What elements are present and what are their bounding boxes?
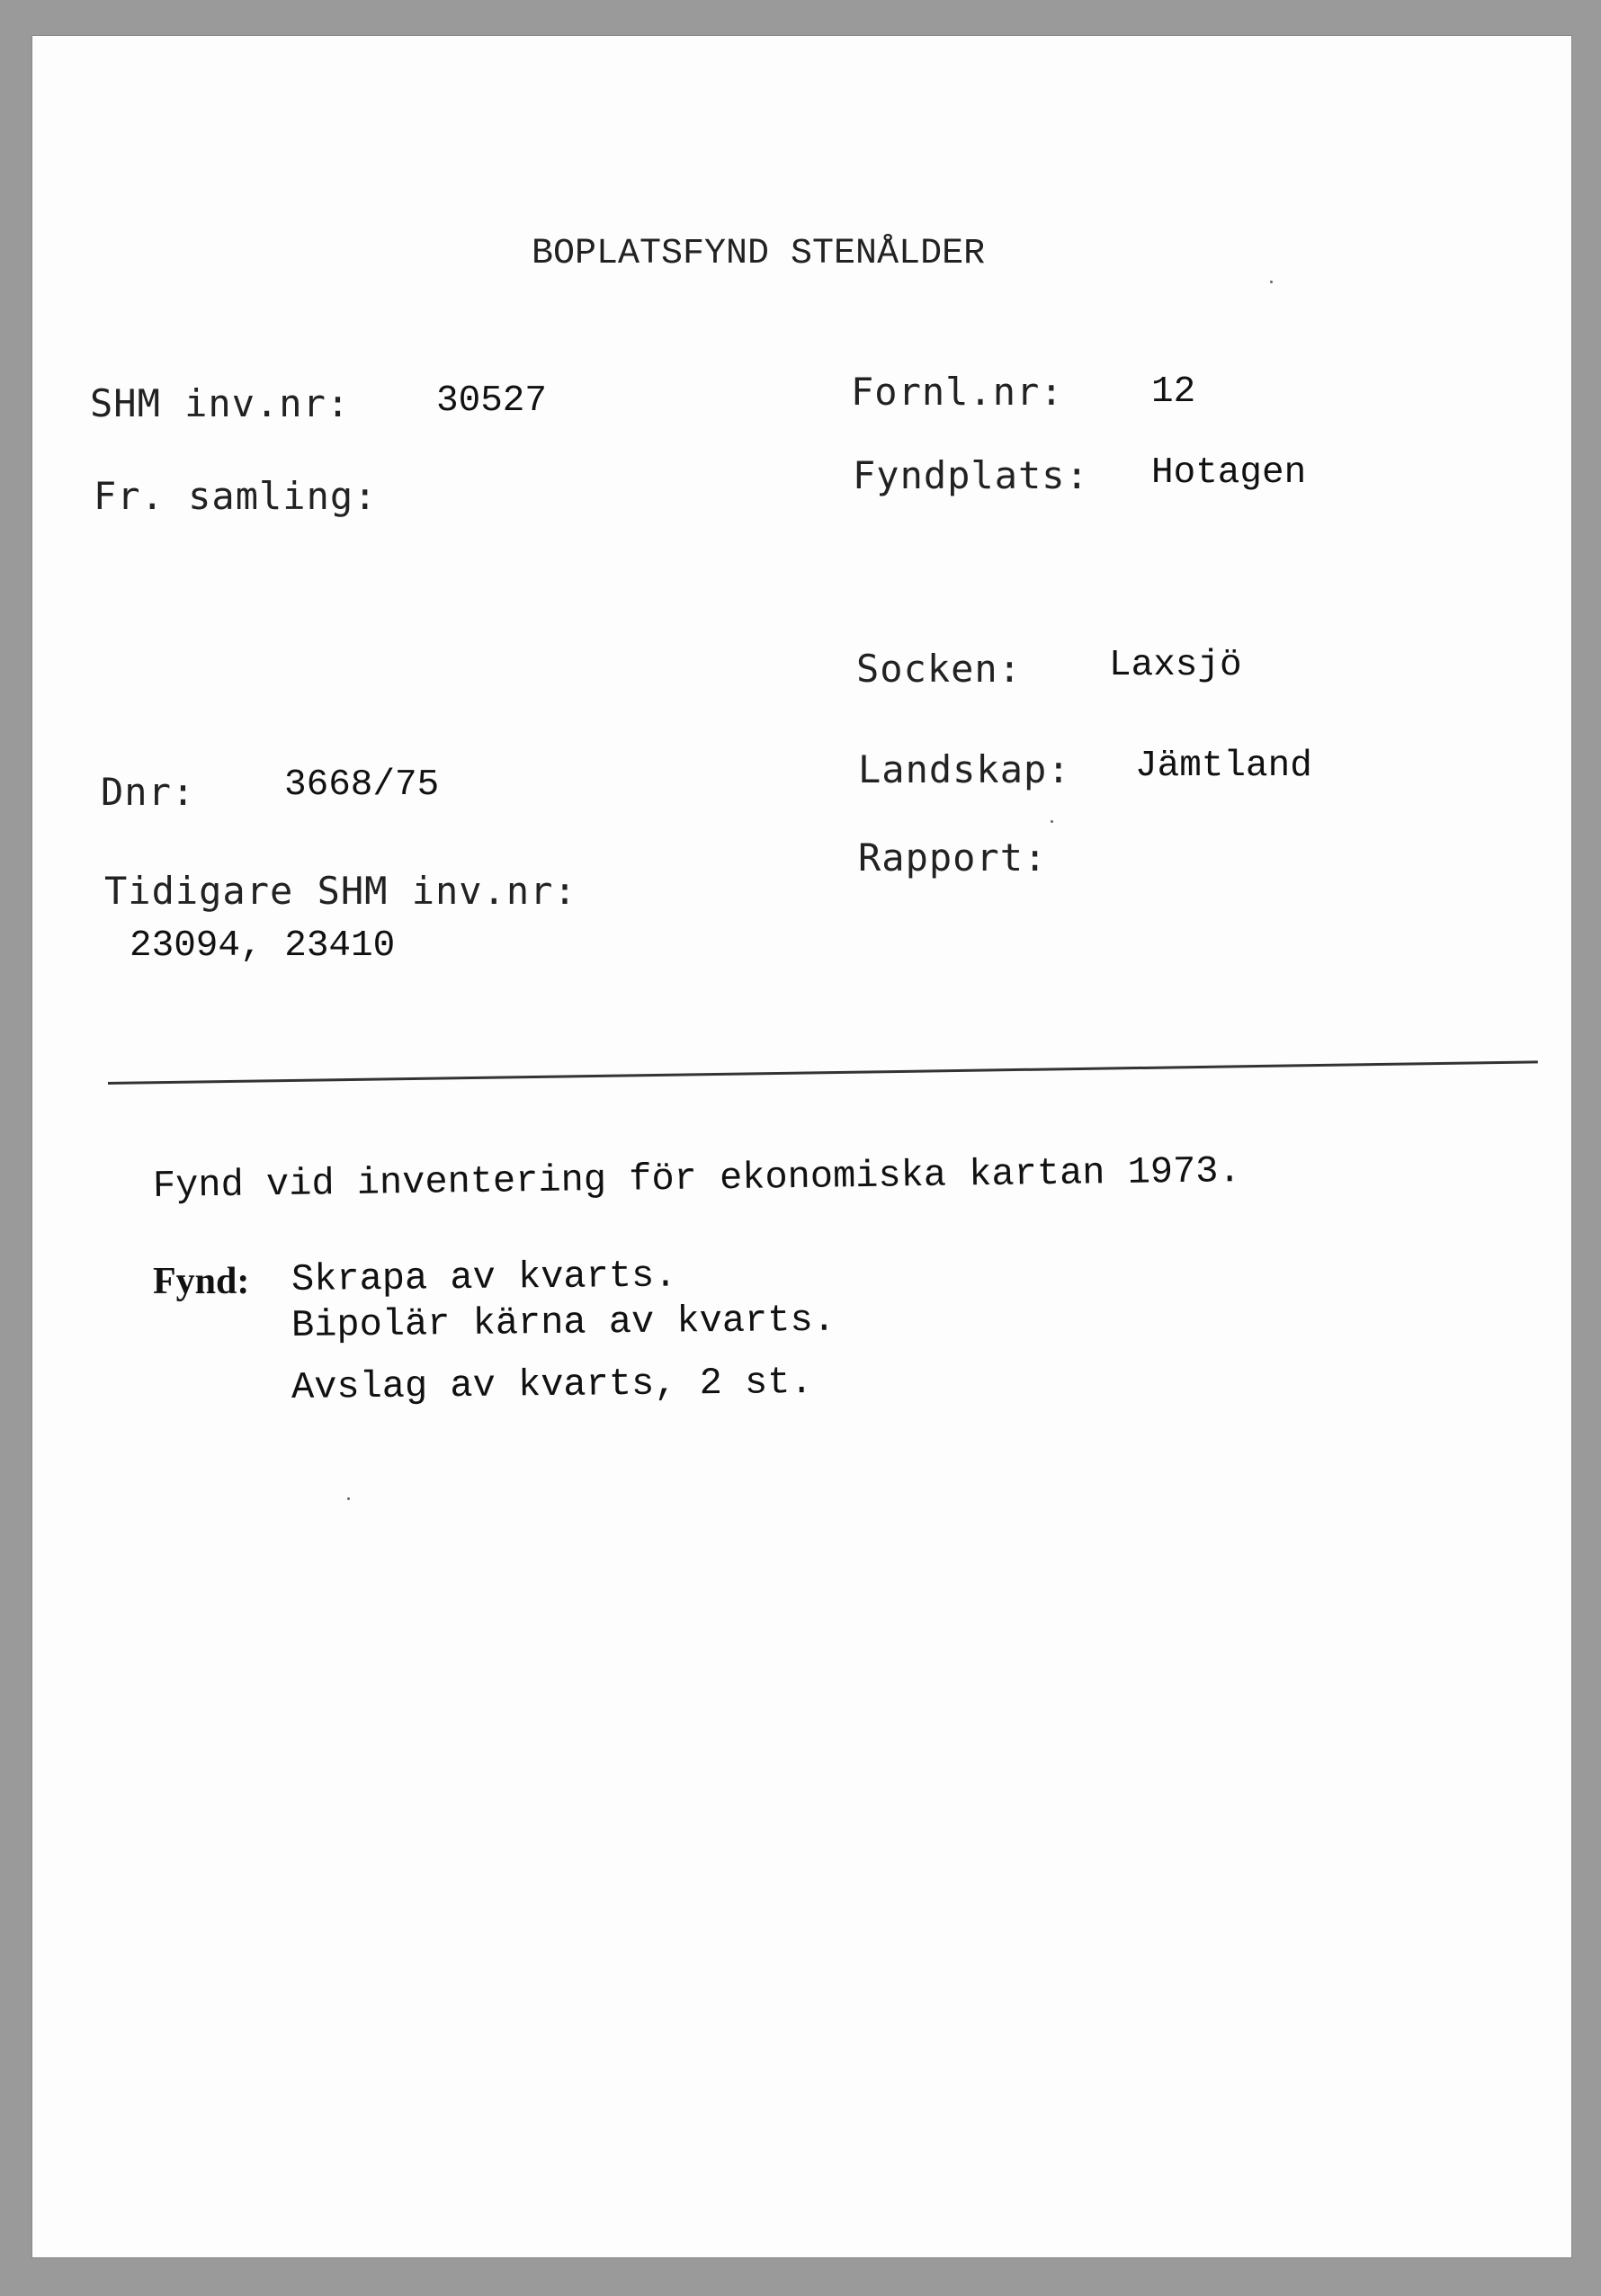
- find-item: Bipolär kärna av kvarts.: [291, 1298, 836, 1347]
- landskap-label: Landskap:: [858, 747, 1071, 791]
- dust-speck: [1051, 820, 1053, 823]
- tidigare-inv-value: 23094, 23410: [130, 925, 396, 967]
- notes-intro: Fynd vid inventering för ekonomiska kartan 1973.: [152, 1149, 1242, 1208]
- shm-inv-label: SHM inv.nr:: [90, 381, 351, 425]
- landskap-value: Jämtland: [1135, 746, 1312, 787]
- dnr-value: 3668/75: [284, 764, 440, 806]
- fyndplats-value: Hotagen: [1151, 452, 1307, 494]
- catalog-card: [32, 36, 1571, 2257]
- rapport-label: Rapport:: [858, 835, 1048, 880]
- dust-speck: [1270, 281, 1273, 283]
- find-item: Avslag av kvarts, 2 st.: [291, 1360, 813, 1409]
- tidigare-inv-label: Tidigare SHM inv.nr:: [104, 869, 577, 913]
- dnr-label: Dnr:: [101, 770, 196, 814]
- fyndplats-label: Fyndplats:: [853, 453, 1089, 497]
- section-divider: [108, 1060, 1538, 1085]
- socken-value: Laxsjö: [1109, 645, 1242, 686]
- fr-samling-label: Fr. samling:: [94, 474, 378, 518]
- finds-label: Fynd:: [153, 1261, 250, 1302]
- socken-label: Socken:: [856, 647, 1023, 691]
- find-item: Skrapa av kvarts.: [291, 1254, 677, 1301]
- card-title: BOPLATSFYND STENÅLDER: [532, 234, 986, 274]
- shm-inv-value: 30527: [436, 380, 548, 422]
- fornl-nr-label: Fornl.nr:: [851, 370, 1064, 414]
- dust-speck: [347, 1497, 350, 1500]
- fornl-nr-value: 12: [1151, 371, 1196, 413]
